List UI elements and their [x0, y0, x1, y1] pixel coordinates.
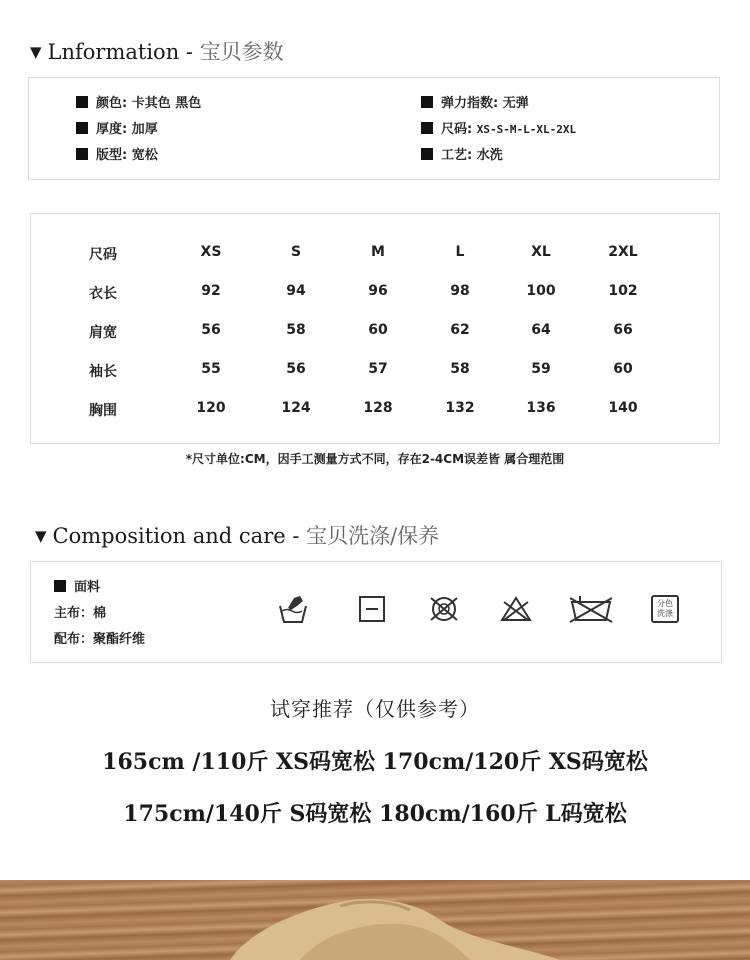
bullet-square-icon	[54, 580, 66, 592]
triangle-down-icon: ▼	[30, 43, 42, 61]
attr-label: 版型:	[96, 148, 128, 163]
main-fabric: 主布：棉	[54, 606, 107, 621]
table-header-cell: S	[290, 244, 302, 260]
table-cell: 64	[531, 322, 551, 338]
care-title	[35, 520, 439, 550]
attr-fit	[76, 144, 158, 163]
table-cell: 132	[445, 400, 475, 416]
attr-size	[421, 118, 576, 137]
hand-wash-icon	[276, 592, 310, 626]
fabric-heading	[54, 576, 100, 595]
separate-wash-icon	[651, 595, 679, 623]
table-header-cell: M	[371, 244, 385, 260]
bullet-square-icon	[76, 122, 88, 134]
table-header-cell: L	[455, 244, 465, 260]
table-cell: 94	[286, 283, 306, 299]
table-cell: 60	[368, 322, 388, 338]
table-cell: 57	[368, 361, 388, 377]
bullet-square-icon	[421, 96, 433, 108]
attr-color	[76, 92, 201, 111]
table-header-cell: 尺码	[89, 247, 117, 263]
table-header-cell: 2XL	[608, 244, 638, 260]
table-row	[31, 400, 719, 420]
table-cell: 58	[450, 361, 470, 377]
separate-wash-label: 分色	[657, 599, 673, 608]
table-row	[31, 322, 719, 342]
table-cell: 56	[286, 361, 306, 377]
khaki-garment-image	[0, 880, 750, 960]
table-cell: 55	[201, 361, 221, 377]
recommendation-line-2: 175cm/140斤 S码宽松 180cm/160斤 L码宽松	[123, 801, 627, 827]
information-title	[30, 36, 284, 66]
information-title-en: Lnformation -	[47, 40, 200, 64]
bullet-square-icon	[421, 148, 433, 160]
attr-craft	[421, 144, 503, 163]
table-header-row	[31, 244, 719, 264]
attr-thickness	[76, 118, 158, 137]
table-cell: 66	[613, 322, 633, 338]
table-row	[31, 361, 719, 381]
table-header-cell: XS	[200, 244, 222, 260]
table-cell: 124	[281, 400, 311, 416]
table-cell: 衣长	[89, 286, 117, 302]
table-cell: 100	[526, 283, 556, 299]
bullet-square-icon	[76, 96, 88, 108]
attr-value: 加厚	[131, 122, 158, 137]
attr-label: 厚度:	[96, 122, 128, 137]
bullet-square-icon	[76, 148, 88, 160]
attr-label: 工艺:	[441, 148, 473, 163]
table-cell: 128	[363, 400, 393, 416]
table-cell: 60	[613, 361, 633, 377]
fabric-heading-label: 面料	[74, 580, 101, 595]
table-row	[31, 283, 719, 303]
table-cell: 96	[368, 283, 388, 299]
table-header-cell: XL	[531, 244, 551, 260]
table-cell: 140	[608, 400, 638, 416]
table-cell: 肩宽	[89, 325, 117, 341]
attr-value: 卡其色 黑色	[131, 96, 202, 111]
table-cell: 56	[201, 322, 221, 338]
size-table	[30, 213, 720, 444]
attr-label: 颜色:	[96, 96, 128, 111]
table-cell: 62	[450, 322, 470, 338]
care-title-cn: 宝贝洗涤/保养	[306, 524, 440, 548]
no-bleach-icon	[499, 592, 533, 626]
attr-label: 尺码:	[441, 122, 473, 137]
attr-value: XS-S-M-L-XL-2XL	[476, 123, 577, 136]
recommendation-line-1: 165cm /110斤 XS码宽松 170cm/120斤 XS码宽松	[102, 749, 648, 775]
table-cell: 102	[608, 283, 638, 299]
product-photo	[0, 880, 750, 960]
size-note: *尺寸单位:CM，因手工测量方式不同，存在2-4CM误差皆 属合理范围	[185, 452, 565, 466]
attr-elasticity	[421, 92, 529, 111]
separate-wash-label: 洗涤	[657, 609, 673, 618]
attr-label: 弹力指数:	[441, 96, 499, 111]
recommendation-title: 试穿推荐（仅供参考）	[270, 697, 480, 721]
table-cell: 92	[201, 283, 221, 299]
table-cell: 胸围	[89, 403, 117, 419]
table-cell: 59	[531, 361, 551, 377]
table-cell: 120	[196, 400, 226, 416]
table-cell: 136	[526, 400, 556, 416]
table-cell: 袖长	[89, 364, 117, 380]
table-cell: 98	[450, 283, 470, 299]
no-wash-icon	[427, 592, 461, 626]
care-title-en: Composition and care -	[52, 524, 307, 548]
triangle-down-icon: ▼	[35, 527, 47, 545]
no-iron-icon	[568, 592, 614, 626]
attr-value: 水洗	[476, 148, 503, 163]
information-title-cn: 宝贝参数	[199, 40, 284, 64]
lining-fabric: 配布：聚酯纤维	[54, 632, 146, 647]
bullet-square-icon	[421, 122, 433, 134]
tumble-dry-icon	[355, 592, 389, 626]
attr-value: 无弹	[502, 96, 529, 111]
attr-value: 宽松	[131, 148, 158, 163]
table-cell: 58	[286, 322, 306, 338]
